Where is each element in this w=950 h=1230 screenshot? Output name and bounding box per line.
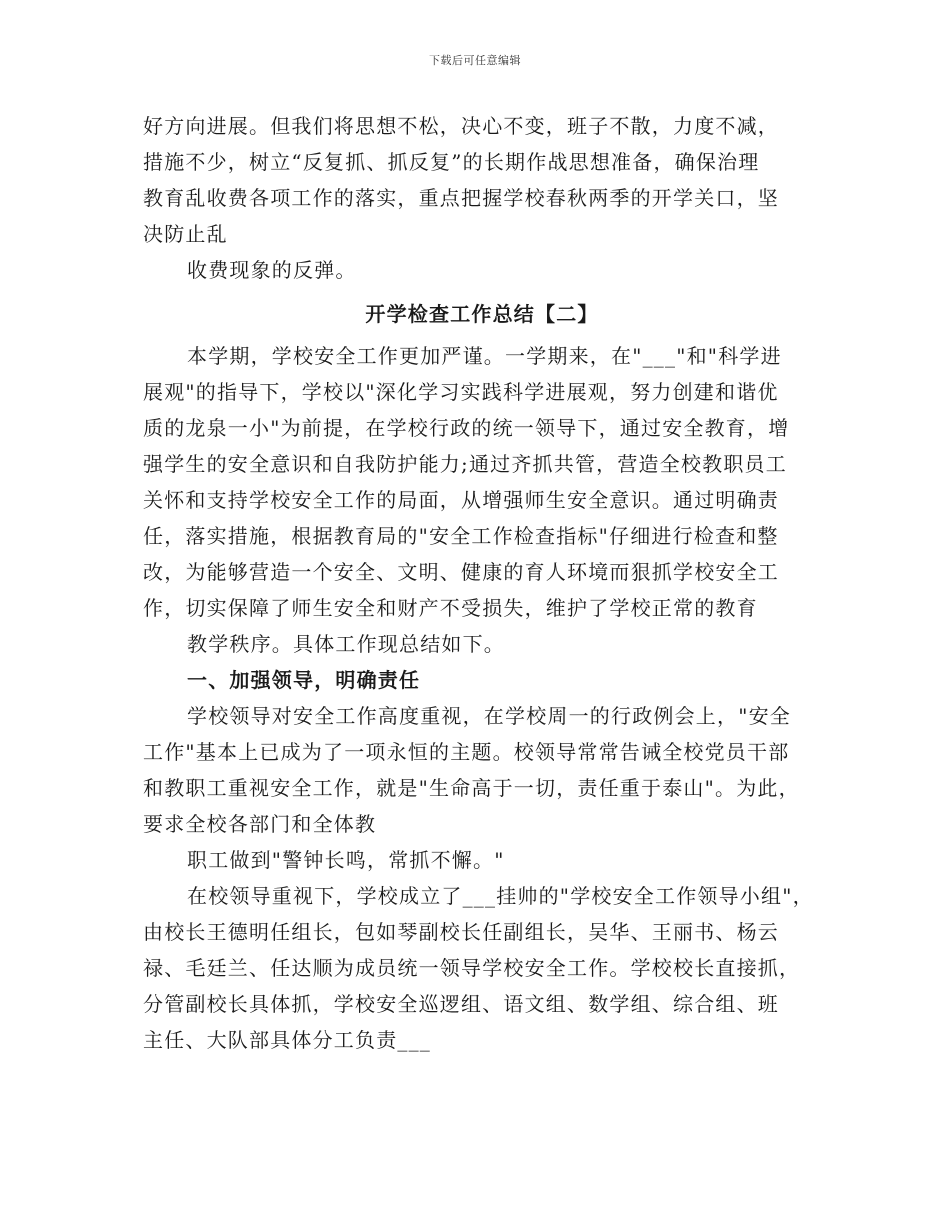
paragraph-line: 工作"基本上已成为了一项永恒的主题。校领导常常告诫全校党员干部 <box>143 740 790 764</box>
paragraph-line: 任，落实措施，根据教育局的"安全工作检查指标"仔细进行检查和整 <box>143 524 779 548</box>
paragraph-line: 要求全校各部门和全体教 <box>143 812 377 836</box>
paragraph-line: 作，切实保障了师生安全和财产不受损失，维护了学校正常的教育 <box>143 596 758 620</box>
paragraph-line: 主任、大队部具体分工负责___ <box>143 1028 431 1052</box>
paragraph-line: 强学生的安全意识和自我防护能力;通过齐抓共管，营造全校教职员工 <box>143 452 787 476</box>
paragraph-line: 学校领导对安全工作高度重视，在学校周一的行政例会上，"安全 <box>187 704 791 728</box>
paragraph-line: 措施不少，树立“反复抓、抓反复”的长期作战思想准备，确保治理 <box>143 150 760 174</box>
paragraph-line: 由校长王德明任组长，包如琴副校长任副组长，吴华、王丽书、杨云 <box>143 920 779 944</box>
paragraph-line: 职工做到"警钟长鸣，常抓不懈。" <box>187 848 505 872</box>
paragraph-line: 关怀和支持学校安全工作的局面，从增强师生安全意识。通过明确责 <box>143 488 779 512</box>
document-body <box>143 108 814 1058</box>
paragraph-line: 教育乱收费各项工作的落实，重点把握学校春秋两季的开学关口，坚 <box>143 186 779 210</box>
paragraph-line: 质的龙泉一小"为前提，在学校行政的统一领导下，通过安全教育，增 <box>143 416 790 440</box>
paragraph-line: 展观"的指导下，学校以"深化学习实践科学进展观，努力创建和谐优 <box>143 380 779 404</box>
paragraph-line: 收费现象的反弹。 <box>187 258 357 282</box>
paragraph-line: 和教职工重视安全工作，就是"生命高于一切，责任重于泰山"。为此， <box>143 776 800 800</box>
paragraph-line: 禄、毛廷兰、任达顺为成员统一领导学校安全工作。学校校长直接抓， <box>143 956 801 980</box>
paragraph-line: 在校领导重视下，学校成立了___挂帅的"学校安全工作领导小组"， <box>187 884 814 908</box>
section-title: 开学检查工作总结【二】 <box>365 302 599 326</box>
paragraph-line: 教学秩序。具体工作现总结如下。 <box>187 632 505 656</box>
subsection-heading: 一、加强领导，明确责任 <box>187 668 421 692</box>
paragraph-line: 分管副校长具体抓，学校安全巡逻组、语文组、数学组、综合组、班 <box>143 992 779 1016</box>
paragraph-line: 决防止乱 <box>143 222 228 246</box>
paragraph-line: 好方向进展。但我们将思想不松，决心不变，班子不散，力度不减， <box>143 114 779 138</box>
paragraph-line: 改，为能够营造一个安全、文明、健康的育人环境而狠抓学校安全工 <box>143 560 779 584</box>
page-header-note: 下载后可任意编辑 <box>429 54 521 67</box>
paragraph-line: 本学期，学校安全工作更加严谨。一学期来，在"___"和"科学进 <box>187 344 782 368</box>
